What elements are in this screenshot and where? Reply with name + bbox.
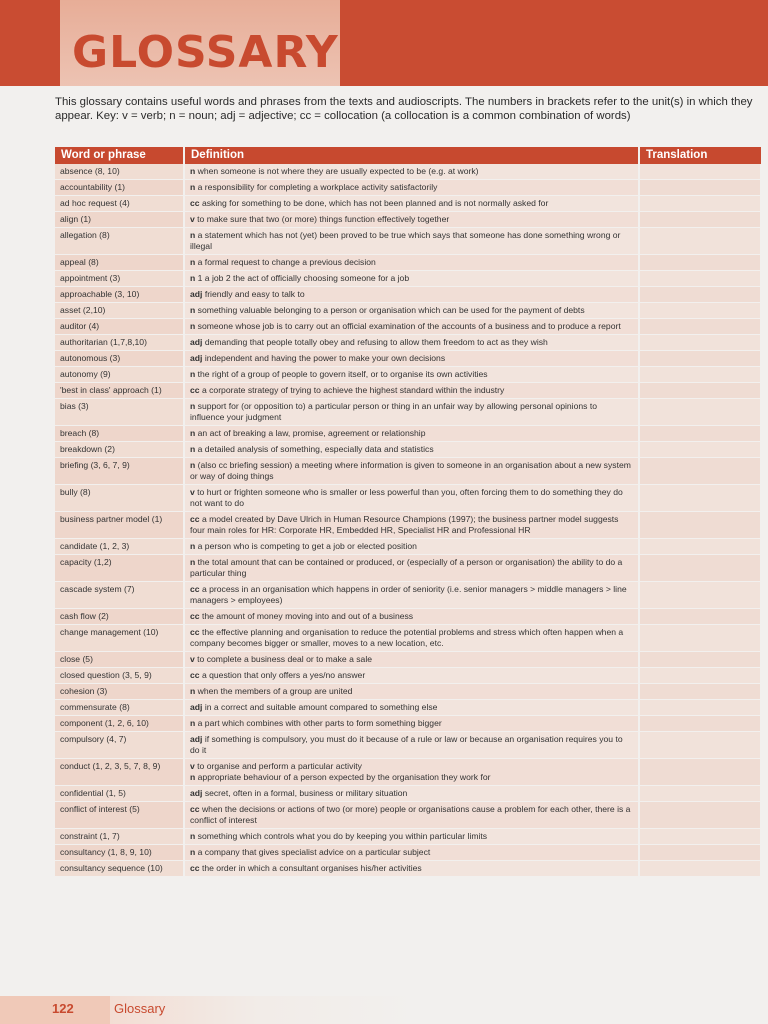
part-of-speech: n	[190, 831, 196, 841]
part-of-speech: adj	[190, 702, 203, 712]
translation-cell[interactable]	[639, 303, 761, 319]
translation-cell[interactable]	[639, 684, 761, 700]
table-row	[55, 786, 761, 802]
term-cell: change management (10)	[55, 625, 184, 652]
definition-cell	[184, 555, 639, 582]
table-row	[55, 861, 761, 877]
term-cell: authoritarian (1,7,8,10)	[55, 335, 184, 351]
translation-cell[interactable]	[639, 164, 761, 180]
definition-cell	[184, 759, 639, 786]
definition-text: a model created by Dave Ulrich in Human Resource Champions (1997); the business partner model suggests four main roles for HR: Corporate HR, Embedded HR, Specialist HR and Professional HR	[190, 514, 619, 535]
term-cell: breach (8)	[55, 426, 184, 442]
part-of-speech: cc	[190, 385, 200, 395]
table-row	[55, 845, 761, 861]
definition-text: when the decisions or actions of two (or more) people or organisations cause a problem for each other, there is a conflict of interest	[190, 804, 631, 825]
translation-cell[interactable]	[639, 609, 761, 625]
definition-text: the amount of money moving into and out of a business	[201, 611, 414, 621]
column-header-translation: Translation	[639, 147, 761, 164]
translation-cell[interactable]	[639, 668, 761, 684]
page-title: GLOSSARY	[72, 27, 339, 78]
definition-cell	[184, 255, 639, 271]
definition-text: something valuable belonging to a person or organisation which can be used for the payment of debts	[197, 305, 585, 315]
translation-cell[interactable]	[639, 287, 761, 303]
definition-cell	[184, 582, 639, 609]
translation-cell[interactable]	[639, 802, 761, 829]
definition-cell	[184, 485, 639, 512]
term-cell: appeal (8)	[55, 255, 184, 271]
part-of-speech: cc	[190, 584, 200, 594]
translation-cell[interactable]	[639, 212, 761, 228]
definition-cell	[184, 802, 639, 829]
part-of-speech: n	[190, 444, 196, 454]
definition-text: secret, often in a formal, business or military situation	[204, 788, 408, 798]
part-of-speech: adj	[190, 788, 203, 798]
translation-cell[interactable]	[639, 539, 761, 555]
table-row	[55, 255, 761, 271]
part-of-speech: n	[190, 718, 196, 728]
definition-cell	[184, 609, 639, 625]
translation-cell[interactable]	[639, 335, 761, 351]
definition-cell	[184, 287, 639, 303]
table-row	[55, 512, 761, 539]
part-of-speech: n	[190, 541, 196, 551]
term-cell: cash flow (2)	[55, 609, 184, 625]
part-of-speech: cc	[190, 611, 200, 621]
part-of-speech: adj	[190, 337, 203, 347]
part-of-speech: cc	[190, 627, 200, 637]
part-of-speech: n	[190, 182, 196, 192]
part-of-speech: n	[190, 257, 196, 267]
term-cell: consultancy (1, 8, 9, 10)	[55, 845, 184, 861]
page-number: 122	[52, 1001, 74, 1016]
part-of-speech: n	[190, 772, 196, 782]
table-row	[55, 383, 761, 399]
term-cell: 'best in class' approach (1)	[55, 383, 184, 399]
part-of-speech: cc	[190, 514, 200, 524]
translation-cell[interactable]	[639, 582, 761, 609]
definition-text: the right of a group of people to govern itself, or to organise its own activities	[197, 369, 488, 379]
part-of-speech: cc	[190, 804, 200, 814]
term-cell: capacity (1,2)	[55, 555, 184, 582]
part-of-speech: n	[190, 401, 196, 411]
column-header-definition: Definition	[184, 147, 639, 164]
translation-cell[interactable]	[639, 367, 761, 383]
translation-cell[interactable]	[639, 861, 761, 877]
definition-cell	[184, 303, 639, 319]
term-cell: candidate (1, 2, 3)	[55, 539, 184, 555]
term-cell: close (5)	[55, 652, 184, 668]
translation-cell[interactable]	[639, 700, 761, 716]
definition-cell	[184, 426, 639, 442]
translation-cell[interactable]	[639, 652, 761, 668]
definition-text: to hurt or frighten someone who is smaller or less powerful than you, often forcing them to do something they do not want to do	[190, 487, 623, 508]
column-header-word: Word or phrase	[55, 147, 184, 164]
part-of-speech: n	[190, 460, 196, 470]
translation-cell[interactable]	[639, 196, 761, 212]
table-row	[55, 367, 761, 383]
definition-cell	[184, 271, 639, 287]
translation-cell[interactable]	[639, 829, 761, 845]
part-of-speech: n	[190, 305, 196, 315]
definition-text: 1 a job 2 the act of officially choosing someone for a job	[197, 273, 410, 283]
translation-cell[interactable]	[639, 786, 761, 802]
table-row	[55, 399, 761, 426]
translation-cell[interactable]	[639, 845, 761, 861]
table-row	[55, 319, 761, 335]
translation-cell[interactable]	[639, 383, 761, 399]
term-cell: confidential (1, 5)	[55, 786, 184, 802]
definition-cell	[184, 164, 639, 180]
definition-cell	[184, 228, 639, 255]
term-cell: allegation (8)	[55, 228, 184, 255]
definition-cell	[184, 684, 639, 700]
definition-cell	[184, 716, 639, 732]
table-row	[55, 426, 761, 442]
term-cell: constraint (1, 7)	[55, 829, 184, 845]
translation-cell[interactable]	[639, 228, 761, 255]
term-cell: appointment (3)	[55, 271, 184, 287]
definition-text: a process in an organisation which happens in order of seniority (i.e. senior managers > middle managers > line managers > employees)	[190, 584, 627, 605]
translation-cell[interactable]	[639, 351, 761, 367]
translation-cell[interactable]	[639, 180, 761, 196]
table-row	[55, 335, 761, 351]
term-cell: asset (2,10)	[55, 303, 184, 319]
translation-cell[interactable]	[639, 426, 761, 442]
definition-text: independent and having the power to make your own decisions	[204, 353, 446, 363]
definition-cell	[184, 442, 639, 458]
definition-text: appropriate behaviour of a person expected by the organisation they work for	[197, 772, 491, 782]
table-row	[55, 287, 761, 303]
definition-text: asking for something to be done, which has not been planned and is not normally asked for	[201, 198, 549, 208]
definition-text: the effective planning and organisation to reduce the potential problems and stress which often happen when a company becomes bigger or smaller, moves to a new location, etc.	[190, 627, 624, 648]
translation-cell[interactable]	[639, 759, 761, 786]
table-row	[55, 458, 761, 485]
definition-cell	[184, 180, 639, 196]
definition-text: in a correct and suitable amount compared to something else	[204, 702, 438, 712]
table-header-row	[55, 147, 761, 164]
definition-cell	[184, 845, 639, 861]
definition-cell	[184, 668, 639, 684]
part-of-speech: v	[190, 214, 195, 224]
definition-cell	[184, 700, 639, 716]
definition-cell	[184, 829, 639, 845]
part-of-speech: adj	[190, 289, 203, 299]
translation-cell[interactable]	[639, 319, 761, 335]
definition-text: an act of breaking a law, promise, agreement or relationship	[197, 428, 426, 438]
definition-text: support for (or opposition to) a particular person or thing in an unfair way by allowing personal opinions to influence your judgment	[190, 401, 597, 422]
glossary-body	[55, 164, 761, 877]
definition-text: the order in which a consultant organises his/her activities	[201, 863, 422, 873]
definition-text: when someone is not where they are usually expected to be (e.g. at work)	[197, 166, 479, 176]
definition-text: friendly and easy to talk to	[204, 289, 305, 299]
term-cell: approachable (3, 10)	[55, 287, 184, 303]
term-cell: conduct (1, 2, 3, 5, 7, 8, 9)	[55, 759, 184, 786]
term-cell: autonomous (3)	[55, 351, 184, 367]
definition-cell	[184, 367, 639, 383]
part-of-speech: n	[190, 686, 196, 696]
definition-text: a company that gives specialist advice on a particular subject	[197, 847, 431, 857]
definition-text: if something is compulsory, you must do it because of a rule or law or because an organisation requires you to do it	[190, 734, 623, 755]
definition-cell	[184, 383, 639, 399]
definition-cell	[184, 319, 639, 335]
definition-text: a detailed analysis of something, especially data and statistics	[197, 444, 434, 454]
translation-cell[interactable]	[639, 512, 761, 539]
definition-cell	[184, 786, 639, 802]
definition-cell	[184, 399, 639, 426]
definition-cell	[184, 351, 639, 367]
part-of-speech: cc	[190, 863, 200, 873]
table-row	[55, 212, 761, 228]
translation-cell[interactable]	[639, 625, 761, 652]
translation-cell[interactable]	[639, 255, 761, 271]
translation-cell[interactable]	[639, 271, 761, 287]
table-row	[55, 303, 761, 319]
term-cell: consultancy sequence (10)	[55, 861, 184, 877]
table-row	[55, 759, 761, 786]
part-of-speech: cc	[190, 670, 200, 680]
part-of-speech: adj	[190, 734, 203, 744]
table-row	[55, 485, 761, 512]
term-cell: business partner model (1)	[55, 512, 184, 539]
table-row	[55, 271, 761, 287]
definition-cell	[184, 539, 639, 555]
table-row	[55, 802, 761, 829]
term-cell: absence (8, 10)	[55, 164, 184, 180]
term-cell: auditor (4)	[55, 319, 184, 335]
intro-text: This glossary contains useful words and phrases from the texts and audioscripts. The numbers in brackets refer to the unit(s) in which they appear. Key: v = verb; n = noun; adj = adjective; cc = collocation (a collocation is a common combination of words)	[55, 96, 753, 122]
definition-text: something which controls what you do by keeping you within particular limits	[197, 831, 488, 841]
part-of-speech: adj	[190, 353, 203, 363]
part-of-speech: n	[190, 230, 196, 240]
table-row	[55, 609, 761, 625]
definition-cell	[184, 861, 639, 877]
part-of-speech: n	[190, 321, 196, 331]
translation-cell[interactable]	[639, 716, 761, 732]
term-cell: compulsory (4, 7)	[55, 732, 184, 759]
definition-cell	[184, 458, 639, 485]
definition-text: the total amount that can be contained or produced, or (especially of a person or organisation) the ability to do a particular thing	[190, 557, 623, 578]
definition-text: a responsibility for completing a workplace activity satisfactorily	[197, 182, 438, 192]
footer-label: Glossary	[114, 1001, 166, 1016]
table-row	[55, 652, 761, 668]
term-cell: closed question (3, 5, 9)	[55, 668, 184, 684]
term-cell: component (1, 2, 6, 10)	[55, 716, 184, 732]
part-of-speech: v	[190, 487, 195, 497]
table-row	[55, 582, 761, 609]
table-row	[55, 716, 761, 732]
term-cell: conflict of interest (5)	[55, 802, 184, 829]
definition-text: demanding that people totally obey and refusing to allow them freedom to act as they wish	[204, 337, 548, 347]
term-cell: bully (8)	[55, 485, 184, 512]
term-cell: align (1)	[55, 212, 184, 228]
part-of-speech: n	[190, 369, 196, 379]
translation-cell[interactable]	[639, 732, 761, 759]
table-row	[55, 555, 761, 582]
term-cell: cohesion (3)	[55, 684, 184, 700]
table-row	[55, 625, 761, 652]
definition-cell	[184, 512, 639, 539]
definition-cell	[184, 625, 639, 652]
table-row	[55, 700, 761, 716]
table-row	[55, 539, 761, 555]
definition-cell	[184, 335, 639, 351]
table-row	[55, 684, 761, 700]
definition-text: a formal request to change a previous decision	[197, 257, 376, 267]
glossary-table	[55, 147, 762, 877]
translation-cell[interactable]	[639, 442, 761, 458]
part-of-speech: n	[190, 428, 196, 438]
definition-cell	[184, 732, 639, 759]
part-of-speech: cc	[190, 198, 200, 208]
part-of-speech: n	[190, 166, 196, 176]
definition-text: a person who is competing to get a job or elected position	[197, 541, 417, 551]
table-row	[55, 829, 761, 845]
definition-text: (also cc briefing session) a meeting where information is given to someone in an organisation about a new system or way of doing things	[190, 460, 631, 481]
term-cell: commensurate (8)	[55, 700, 184, 716]
table-row	[55, 228, 761, 255]
definition-text: a part which combines with other parts to form something bigger	[197, 718, 442, 728]
part-of-speech: n	[190, 273, 196, 283]
translation-cell[interactable]	[639, 555, 761, 582]
part-of-speech: n	[190, 847, 196, 857]
translation-cell[interactable]	[639, 399, 761, 426]
definition-text: a question that only offers a yes/no answer	[201, 670, 366, 680]
term-cell: breakdown (2)	[55, 442, 184, 458]
definition-text: someone whose job is to carry out an official examination of the accounts of a business and to produce a report	[197, 321, 621, 331]
table-row	[55, 196, 761, 212]
table-row	[55, 180, 761, 196]
table-row	[55, 164, 761, 180]
part-of-speech: v	[190, 761, 195, 771]
definition-text: to make sure that two (or more) things function effectively together	[197, 214, 450, 224]
term-cell: ad hoc request (4)	[55, 196, 184, 212]
table-row	[55, 442, 761, 458]
definition-text: a corporate strategy of trying to achieve the highest standard within the industry	[201, 385, 505, 395]
definition-text: to organise and perform a particular activity	[197, 761, 362, 771]
definition-cell	[184, 212, 639, 228]
definition-text: a statement which has not (yet) been proved to be true which says that someone has done something wrong or illegal	[190, 230, 621, 251]
definition-text: when the members of a group are united	[197, 686, 353, 696]
table-row	[55, 668, 761, 684]
definition-cell	[184, 652, 639, 668]
definition-text: to complete a business deal or to make a sale	[197, 654, 373, 664]
term-cell: cascade system (7)	[55, 582, 184, 609]
translation-cell[interactable]	[639, 485, 761, 512]
table-row	[55, 732, 761, 759]
term-cell: briefing (3, 6, 7, 9)	[55, 458, 184, 485]
part-of-speech: n	[190, 557, 196, 567]
term-cell: accountability (1)	[55, 180, 184, 196]
table-row	[55, 351, 761, 367]
translation-cell[interactable]	[639, 458, 761, 485]
term-cell: autonomy (9)	[55, 367, 184, 383]
part-of-speech: v	[190, 654, 195, 664]
term-cell: bias (3)	[55, 399, 184, 426]
definition-cell	[184, 196, 639, 212]
